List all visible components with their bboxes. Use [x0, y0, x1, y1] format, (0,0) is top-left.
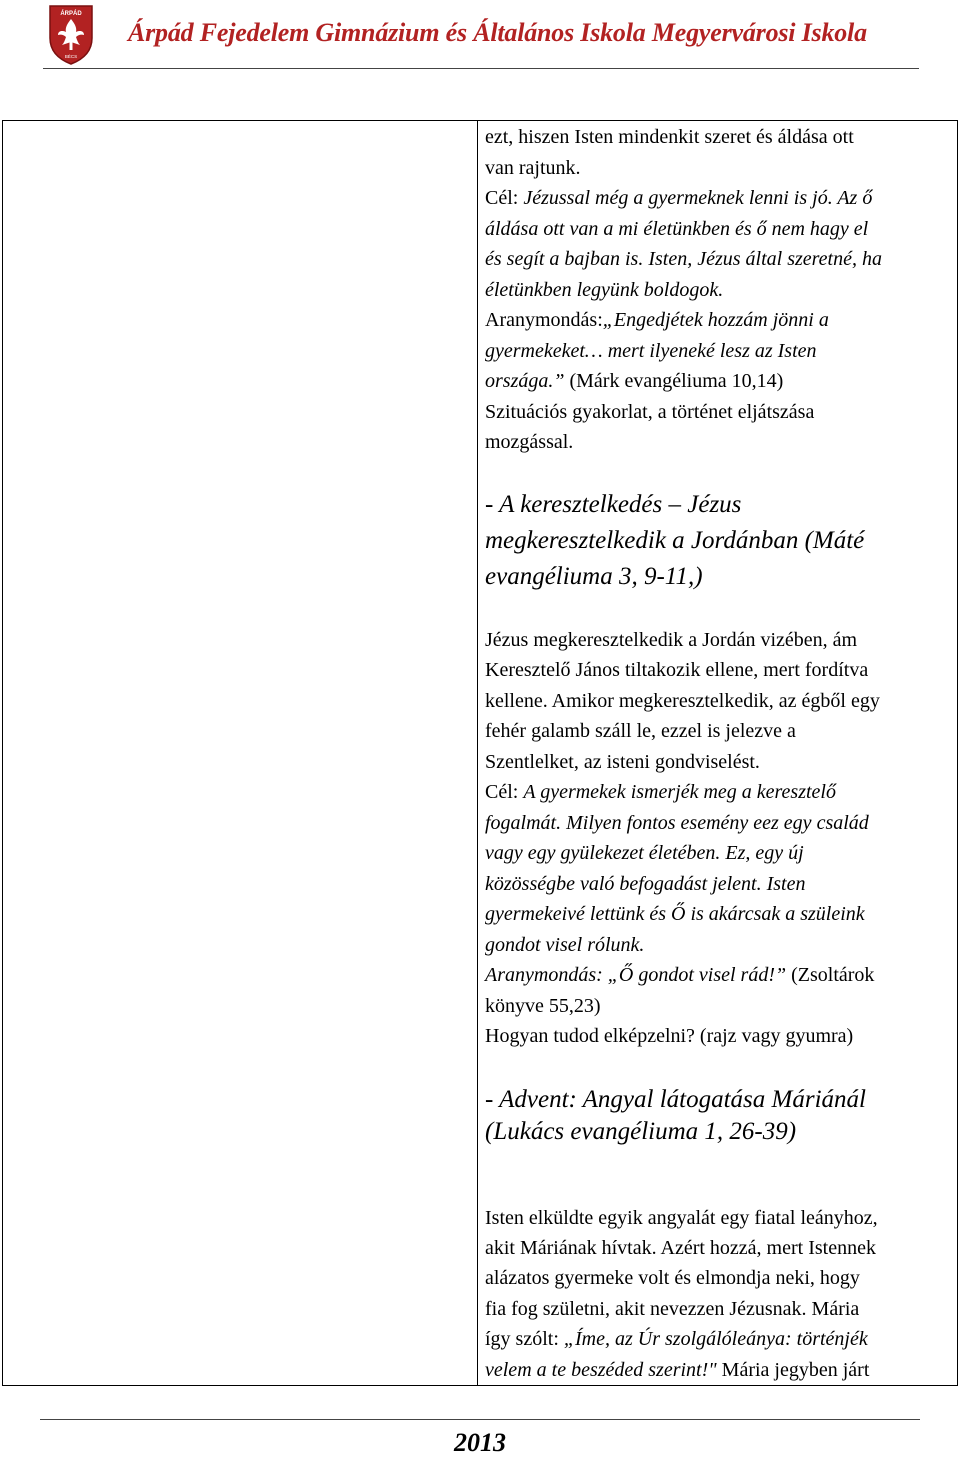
text-line: akit Máriának hívtak. Azért hozzá, mert Istennek [485, 1237, 876, 1259]
section-heading: megkeresztelkedik a Jordánban (Máté [485, 527, 865, 554]
svg-text:ÁRPÁD: ÁRPÁD [60, 11, 82, 17]
section-heading: - A keresztelkedés – Jézus [485, 491, 742, 518]
svg-text:BÉCS: BÉCS [64, 54, 78, 59]
quote-text: velem a te beszéded szerint!" [485, 1359, 717, 1381]
text-line: mozgással. [485, 431, 574, 453]
text-line: fia fog születni, akit nevezzen Jézusnak. Mária [485, 1298, 860, 1320]
page-header [0, 0, 960, 70]
golden-verse-label: Aranymondás: [485, 309, 603, 331]
goal-text: Jézussal még a gyermeknek lenni is jó. Az ő [523, 187, 873, 209]
text-line: fogalmát. Milyen fontos esemény eez egy család [485, 812, 869, 834]
text-line: alázatos gyermeke volt és elmondja neki, hogy [485, 1267, 860, 1289]
quote-text: „Íme, az Úr szolgálóleánya: történjék [563, 1328, 868, 1350]
text-line [485, 1329, 868, 1349]
text-line [485, 371, 783, 391]
text-line: fehér galamb száll le, ezzel is jelezve a [485, 720, 796, 742]
goal-text: A gyermekek ismerjék meg a keresztelő [523, 781, 836, 803]
bible-reference: (Márk evangéliuma 10,14) [564, 370, 784, 392]
goal-label: Cél: [485, 781, 524, 803]
text-line: Szentlelket, az isteni gondviselést. [485, 751, 760, 773]
goal-label: Cél: [485, 187, 524, 209]
footer-year: 2013 [454, 1428, 506, 1457]
narrative-text: így szólt: [485, 1328, 564, 1350]
text-line: Szituációs gyakorlat, a történet eljátszása [485, 401, 815, 423]
text-line: Hogyan tudod elképzelni? (rajz vagy gyumra) [485, 1025, 854, 1047]
text-line: vagy egy gyülekezet életében. Ez, egy új [485, 842, 804, 864]
golden-verse-text: „Engedjétek hozzám jönni a [602, 309, 829, 331]
text-line [485, 1360, 869, 1380]
text-line: van rajtunk. [485, 157, 581, 179]
table-column-divider [477, 121, 478, 1385]
text-line: gyermekeivé lettünk és Ő is akárcsak a szüleink [485, 903, 865, 925]
footer-divider [40, 1419, 920, 1420]
section-heading: (Lukács evangéliuma 1, 26-39) [485, 1118, 797, 1145]
golden-verse-text: Aranymondás: „Ő gondot visel rád!” [485, 964, 787, 986]
text-line: gondot visel rólunk. [485, 934, 645, 956]
section-heading: evangéliuma 3, 9-11,) [485, 563, 703, 590]
text-line: könyve 55,23) [485, 995, 601, 1017]
bible-reference: (Zsoltárok [786, 964, 875, 986]
text-line: Isten elküldte egyik angyalát egy fiatal leányhoz, [485, 1207, 878, 1229]
text-line: kellene. Amikor megkeresztelkedik, az égből egy [485, 690, 880, 712]
text-line: életünkben legyünk boldogok. [485, 279, 724, 301]
text-line: Jézus megkeresztelkedik a Jordán vizében, ám [485, 629, 858, 651]
text-line [485, 188, 872, 208]
text-line: közösségbe való befogadást jelent. Isten [485, 873, 806, 895]
golden-verse-text: országa.” [485, 370, 565, 392]
text-line: áldása ott van a mi életünkben és ő nem hagy el [485, 218, 869, 240]
narrative-text: Mária jegyben járt [716, 1359, 870, 1381]
text-line [485, 782, 836, 802]
school-name-title: Árpád Fejedelem Gimnázium és Általános Iskola Megyervárosi Iskola [128, 18, 867, 47]
header-divider [43, 68, 919, 69]
school-crest-logo [48, 4, 94, 66]
text-line: ezt, hiszen Isten mindenkit szeret és áldása ott [485, 126, 854, 148]
text-line [485, 310, 829, 330]
text-line: gyermekeket… mert ilyeneké lesz az Isten [485, 340, 817, 362]
text-line [485, 965, 874, 985]
text-line: és segít a bajban is. Isten, Jézus által szeretné, ha [485, 248, 882, 270]
section-heading: - Advent: Angyal látogatása Máriánál [485, 1086, 866, 1113]
text-line: Keresztelő János tiltakozik ellene, mert fordítva [485, 659, 869, 681]
